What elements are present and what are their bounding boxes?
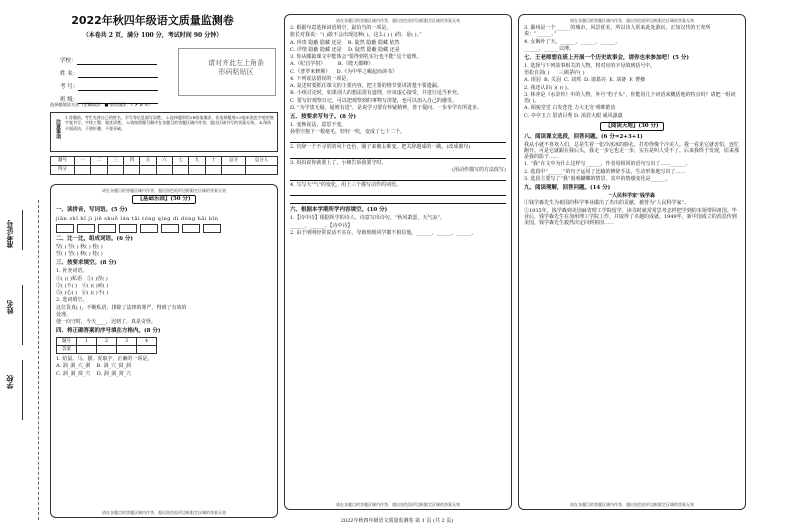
c2-q5-3: 3. 妈妈说你就要上了，小姨告诉我要守时。 [290, 159, 387, 166]
notes-box [50, 112, 278, 152]
field-school[interactable]: 学校： [60, 58, 170, 65]
question-1: 一、读拼音，写词语。(5 分) [56, 206, 128, 213]
c2-q4-opt-c: C. 要写好观察日记，可以把观察到的事物写清楚，也可以加入自己的感受。 [290, 97, 457, 104]
q3-1-row-1: ①( )( )私语 ②( )涅( ) [56, 275, 108, 282]
q3-2-sentence-a: 这位货真( )，不断私语，排除了法律的尊严，得到了有效的 [56, 304, 187, 311]
c3-q3: 3. 滁州是一个______的城市，风景优美，所以诗人常来此处游玩，正如汉代的王充所说：“______。” [524, 25, 711, 38]
c2-q5-4: 4. 写写大"气"的变化，用上三个描写动作的词语。 [290, 182, 401, 189]
c3-q7-2: 2. 我还认识( )( )( )。 [524, 84, 572, 91]
question-4: 四、将正确答案的序号填在方格内。(8 分) [56, 328, 161, 335]
c2-q3-opts-1: A.《纪昌学射》 B.《爬天都峰》 [290, 61, 374, 68]
student-info-fields [60, 52, 170, 110]
fill-method-note: 选择题填涂方法（正确填涂：■ 错误填涂：✓ ✗ ⊘ ⊙） [50, 102, 153, 107]
c3-q8-passage: 我从小就不喜欢人们，总是生着一张冷冰冰的脸孔，打扮得像个冷美人。我一看见它就害怕，连忙跑开。可是它就跟在我后头，我走一步它也走一步，实在是叫人受不了。后来我终于发现，原来那是我的影子…… [524, 141, 740, 161]
c3-q9-title: “人民科学家”钱学森 [609, 193, 655, 199]
field-class[interactable]: 班 级： [60, 97, 170, 104]
q3-part-1: 1. 补充词语。 [56, 268, 88, 275]
answer-line[interactable] [290, 152, 506, 159]
c3-q8-3: 3. 选段主要写了“我”围观蝴蝶的情景，其中的情感变化是______。 [524, 175, 671, 182]
q4-options-row-1: A. 洞_洞_穴_洞 B. 洞_穴_窝_洞 [56, 363, 132, 370]
question-7: 七、王老师想在班上开展一个历史故事会，请你也来参加吧！(5 分) [524, 55, 689, 61]
binding-label-name: 姓名 [5, 300, 14, 314]
c3-q7-1: 1. 选择与下列故事相关的人物。将对应的字母填到括号中。 [524, 62, 656, 69]
c2-q4-opt-a: A. 复述时要抓住课文的主要内容，把主要的情节要讲清楚不要遗漏。 [290, 83, 442, 89]
q3-1-row-2: ③( )不( ) ④( )( )而( ) [56, 282, 109, 289]
q3-2-sentence-b: 处理。 [56, 311, 72, 318]
q4-1: 1. 给鼠、马、猫、虎取字，正确的一项是。 [56, 356, 153, 363]
c2-q4: 4. 下列说法错误的一项是。 [290, 75, 352, 82]
c3-q8-1: 1. “我”在文中为什么这样写______，作者用相同的语句写出了……______。 [524, 161, 691, 168]
pinyin-row: jiān shī bǐ jì jiě shuō lún tāi tóng qíng dì dòng hǎi bīn [56, 215, 219, 222]
q4-answer-table: 题号 1 2 3 4 答案 [56, 337, 157, 354]
answer-line[interactable] [290, 197, 506, 204]
answer-area-notice: 请在各题目的答题区域内作答，超出黑色矩形边框限定区域的答案无效 [102, 188, 226, 193]
c3-q7-1-opts: A. 项羽 B. 关羽 C. 刘邦 D. 诸葛亮 E. 刘备 F. 曹操 [524, 77, 646, 84]
answer-column-1 [50, 184, 278, 518]
binding-strip [0, 200, 50, 520]
page-footer: 2022年秋四年级语文质量监测卷 第 1 页 (共 2 页) [340, 517, 454, 524]
score-header-row: 题号 一 二 三 四 五 六 七 九 十 总分 总分人 [51, 157, 278, 166]
c2-q6-1: 1.【诗中诗】根据所学的诗人、诗意写出诗句。“秋风萧瑟，天气凉”。 [290, 215, 445, 222]
c2-q2: 2. 根据句意选择词语填空，最恰当的一项是。 [290, 25, 392, 31]
section-banner-basics: 【基础乐园】(50 分) [132, 195, 195, 204]
c2-q5-2: 2. 官辞一个不寻常的风十仓色，圈子来被太难变，把关辞越成的一跳。(改成被句) [290, 144, 471, 151]
binding-label-school: 学校 [5, 375, 14, 389]
barcode-sticker-area [178, 48, 276, 96]
c3-q8-2: 2. 选段中“______”的句子运用了比喻的修辞手法，生动形象地写出了…… [524, 168, 686, 175]
question-8: 八、阅读课文选段，回答问题。(6 分=2+3+1) [524, 133, 643, 140]
exam-subtitle: （本卷共 2 页，满分 100 分，考试时间 90 分钟） [82, 32, 223, 39]
c2-q3-opts-2: C.《普罗米修斯》 D.《为中华之崛起而读书》 [290, 68, 398, 75]
c2-q4-opt-b: B. 小组讨论时，如果别人的想法很有道理，应该虚心接受，并进行适当补充。 [290, 90, 462, 97]
q2-line-1: 坚( ) 竖( ) 秋( ) 桂( ) [56, 243, 103, 250]
question-2: 二、比一比，组成词语。(6 分) [56, 236, 133, 242]
binding-line [22, 210, 23, 250]
q4-options-row-2: C. 洞_洞_窝_穴 D. 洞_洞_窝_穴 [56, 370, 132, 377]
binding-line [22, 285, 23, 345]
c3-q9-para-1: ①钱学森先生为祖国的科学事业做出了杰出的贡献，被誉为“人民科学家”。 [524, 200, 690, 207]
c3-q4: 4. 女娲补了天，______，______，______。 [524, 38, 621, 45]
score-table [50, 156, 278, 175]
q2-line-2: 竖( ) 坚( ) 秋( ) 桂( ) [56, 251, 103, 258]
c2-q5-1-sentence: 孙悟空抱下一根毫毛，轻轻一吹，变成了七十二个。 [290, 129, 406, 136]
c3-q7-3-opts-1: A. 相貌堂堂 白发苍苍 力大无穷 明眸皓齿 [524, 105, 616, 112]
answer-column-3 [518, 14, 746, 510]
answer-area-notice: 请在各题目的答题区域内作答，超出黑色矩形边框限定区域的答案无效 [336, 18, 460, 23]
c2-q2-sentence: 旅长对我说：“( )敢不会出现这种( )，这么( ) ( )的，是( )。” [290, 32, 422, 39]
q3-part-2: 2. 选词填空。 [56, 297, 88, 304]
c2-q5-1: 1. 变换说法，意思不变。 [290, 121, 347, 128]
notes-text: 1.答题前，考生先将自己的姓名、学号等信息填写清楚。 2.选择题须用2B铅笔填涂，非选择题用0.5毫米黑色字迹的签字笔书写，字体工整、笔迹清楚。 3.请按照题号顺序在各题目的答题区域内作答，超出区域书写的答案无效。 4.保持卡面清洁，不要折叠，不要弄破。 [65, 115, 274, 131]
field-exam-number[interactable]: 考 号： [60, 84, 170, 91]
q3-1-row-3: ⑤( )心( ) ⑥( )( )不( ) [56, 290, 109, 296]
c2-q2-opts-1: A. 珍贵 隐蔽 隐藏 还是 B. 陡然 隐蔽 隐藏 依然 [290, 39, 400, 46]
answer-column-2 [284, 14, 512, 510]
c2-q4-opt-d: D. “为学患无疑，疑则有进”，是说学习要有怀疑精神，善于提问、一步步学有所进步。 [290, 104, 483, 111]
sticker-label: 请对齐此左上角条形码粘贴区 [208, 59, 264, 76]
answer-line[interactable] [290, 174, 506, 181]
score-value-row: 得分 [51, 166, 278, 175]
question-9: 九、阅读理解，回答问题。(14 分) [524, 185, 611, 192]
c3-q7-1-items: 语松自剑( ) 三顾茅庐( ) [524, 70, 585, 77]
c3-q7-3-opts-2: C. 亭亭玉立 眉清目秀 D. 浓眉大眼 威风凛凛 [524, 112, 623, 119]
answer-area-notice-bottom: 请在各题目的答题区域内作答，超出黑色矩形边框限定区域的答案无效 [336, 502, 460, 507]
c3-q7-3: 3. 林冲是《水浒传》中的人物，外号“豹子头”，你能用几个词语来概括他的特点吗？请把一组词语( )。 [524, 91, 736, 105]
section-banner-reading: 【阅读天地】(30 分) [600, 122, 663, 131]
answer-line[interactable] [290, 136, 506, 143]
answer-line[interactable] [290, 189, 506, 196]
binding-line [22, 360, 23, 420]
notes-label: 注意事项 [55, 119, 61, 139]
c2-q5-3-hint: (用动作描写的方法改写) [452, 166, 506, 173]
c2-q2-opts-2: C. 详情 隐蔽 隐藏 还是 D. 陡然 隐蔽 隐藏 还是 [290, 46, 400, 53]
q3-2-sentence-c: 他一向守时，今天____，迟到了，真是奇怪。 [56, 319, 157, 325]
binding-label-exam-number: 准考证号 [5, 220, 14, 248]
cut-line [38, 200, 39, 520]
answer-area-notice-bottom: 请在各题目的答题区域内作答，超出黑色矩形边框限定区域的答案无效 [102, 510, 226, 515]
c3-q9-para-2: ②1935年，钱学森到美国麻省理工学院留学，读书时就常常思考怎样把学到的本领带回祖国。毕业后，钱学森先生在加州理工学院工作，并取得了卓越的成就。1949年，新中国成立的消息传到美国，钱学森先生毅然决定回到祖国…… [524, 207, 737, 226]
answer-area-notice: 请在各题目的答题区域内作答，超出黑色矩形边框限定区域的答案无效 [570, 18, 694, 23]
character-boxes[interactable] [56, 224, 272, 233]
answer-area-notice-bottom: 请在各题目的答题区域内作答，超出黑色矩形边框限定区域的答案无效 [570, 502, 694, 507]
c2-q6-2: 2. 由于明明经常说话不实在，导致班级同学都不相信他。______，______，______。 [290, 229, 477, 236]
c2-q6-1b: ______，______。【诗中诗】 [290, 222, 353, 229]
c3-q4b: ______，______以博。 [524, 45, 575, 52]
question-6: 六、根据本学期所学内容填空。(10 分) [290, 207, 388, 214]
field-name[interactable]: 姓 名： [60, 71, 170, 78]
c2-q3: 3. 你从哪篇课文中能体会“要得到乳实行也不能”这个道理。 [290, 54, 422, 60]
question-5: 五、按要求写句子。(8 分) [290, 114, 356, 120]
exam-title: 2022年秋四年级语文质量监测卷 [71, 14, 234, 27]
question-3: 三、按要求填空。(8 分) [56, 260, 117, 267]
